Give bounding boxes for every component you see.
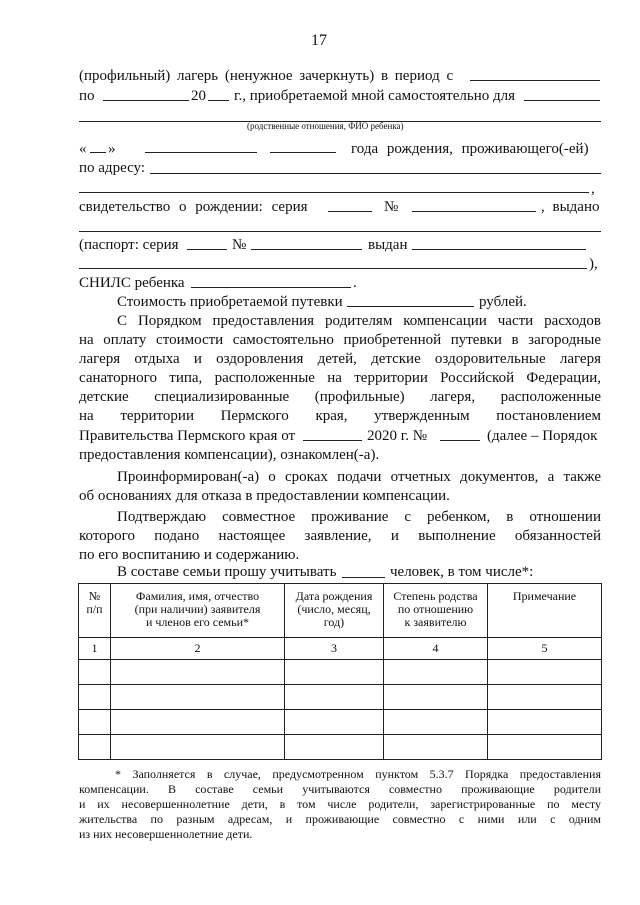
column-number-5: 5 [488,638,602,660]
relation-caption: (родственные отношения, ФИО ребенка) [247,121,404,131]
resolution-number-field[interactable] [440,440,480,441]
passport-close-paren: ), [589,256,598,272]
informed-line-1: Проинформирован(-а) о сроках подачи отчетных документов, а также [117,469,601,485]
passport-issued-field-2[interactable] [79,268,587,269]
procedure-line-7b: 2020 г. № [367,428,428,444]
footnote-line-2: компенсации. В составе семьи учитываются совместно проживающие родители [79,782,601,796]
column-number-3: 3 [285,638,384,660]
footnote-line-4: жительства по разным адресам, и проживающие совместно с ними или с одним [79,812,601,826]
column-number-1: 1 [79,638,111,660]
footnote-line-1: * Заполняется в случае, предусмотренном пунктом 5.3.7 Порядка предоставления [115,767,601,781]
cost-field[interactable] [347,306,474,307]
period-end-field[interactable] [103,100,189,101]
procedure-line-3: лагеря отдыха и оздоровления детей, детские оздоровительные лагеря [79,351,601,367]
header-birth-date: Дата рождения (число, месяц, год) [285,584,384,638]
confirm-line-3: по его воспитанию и содержанию. [79,547,300,563]
purchased-for-text: г., приобретаемой мной самостоятельно для [234,88,516,104]
year-field[interactable] [208,100,229,101]
table-row[interactable] [79,660,602,685]
footnote-line-5: из них несовершеннолетние дети. [79,827,253,841]
certificate-number-field[interactable] [412,211,536,212]
purchased-for-field[interactable] [524,100,600,101]
procedure-line-7c: (далее – Порядок [487,428,598,444]
certificate-issued-label: , выдано [541,199,600,215]
certificate-series-field[interactable] [328,211,372,212]
period-to-label: по [79,88,95,104]
birth-certificate-label: свидетельство о рождении: серия [79,199,308,215]
passport-issued-field[interactable] [412,249,586,250]
confirm-line-1: Подтверждаю совместное проживание с ребенком, в отношении [117,509,601,525]
quote-open: « [79,141,87,157]
header-number: № п/п [79,584,111,638]
birth-year-field[interactable] [270,152,336,153]
informed-line-2: об основаниях для отказа в предоставлении компенсации. [79,488,450,504]
snils-field[interactable] [191,287,351,288]
family-count-field[interactable] [342,577,385,578]
procedure-line-4: санаторного типа, расположенные на территории Российской Федерации, [79,370,601,386]
family-count-label: В составе семьи прошу учитывать [117,564,337,580]
procedure-line-7a: Правительства Пермского края от [79,428,296,444]
period-start-field[interactable] [470,80,600,81]
passport-series-field[interactable] [187,249,227,250]
year-prefix: 20 [191,88,206,104]
address-comma: , [591,181,595,197]
table-row[interactable] [79,735,602,760]
birth-text: года рождения, проживающего(-ей) [351,141,589,157]
cost-label: Стоимость приобретаемой путевки [117,294,343,310]
page-number: 17 [311,32,327,49]
certificate-number-sign: № [384,199,399,215]
quote-close: » [108,141,116,157]
table-row[interactable] [79,685,602,710]
procedure-line-5: детские специализированные (профильные) лагеря, расположенные [79,389,601,405]
snils-label: СНИЛС ребенка [79,275,185,291]
procedure-line-2: на оплату стоимости самостоятельно приобретенной путевки в загородные [79,332,601,348]
passport-number-sign: № [232,237,247,253]
passport-issued-label: выдан [368,237,408,253]
certificate-issued-field[interactable] [79,231,601,232]
header-relationship: Степень родства по отношению к заявителю [384,584,488,638]
address-label: по адресу: [79,160,146,176]
address-field-1[interactable] [150,173,601,174]
camp-period-text: (профильный) лагерь (ненужное зачеркнуть) в период с [79,68,454,84]
table-column-numbers-row [79,638,602,660]
procedure-line-8: предоставления компенсации), ознакомлен(-а). [79,447,380,463]
birth-day-field[interactable] [90,152,106,153]
family-count-suffix: человек, в том числе*: [390,564,534,580]
cost-unit: рублей. [479,294,527,310]
procedure-line-6: на территории Пермского края, утвержденным постановлением [79,408,601,424]
snils-period: . [353,275,357,291]
family-table [78,583,602,760]
birth-month-field[interactable] [145,152,257,153]
header-full-name: Фамилия, имя, отчество (при наличии) заявителя и членов его семьи* [111,584,285,638]
passport-number-field[interactable] [251,249,362,250]
column-number-2: 2 [111,638,285,660]
passport-label: (паспорт: серия [79,237,179,253]
column-number-4: 4 [384,638,488,660]
table-header-row [79,584,602,638]
confirm-line-2: которого подано настоящее заявление, и выполнение обязанностей [79,528,601,544]
procedure-line-1: С Порядком предоставления родителям компенсации части расходов [117,313,601,329]
header-note: Примечание [488,584,602,638]
resolution-date-field[interactable] [303,440,362,441]
table-row[interactable] [79,710,602,735]
footnote-line-3: и их несовершеннолетние дети, в том числе родители, зарегистрированные по месту [79,797,601,811]
address-field-2[interactable] [79,192,589,193]
